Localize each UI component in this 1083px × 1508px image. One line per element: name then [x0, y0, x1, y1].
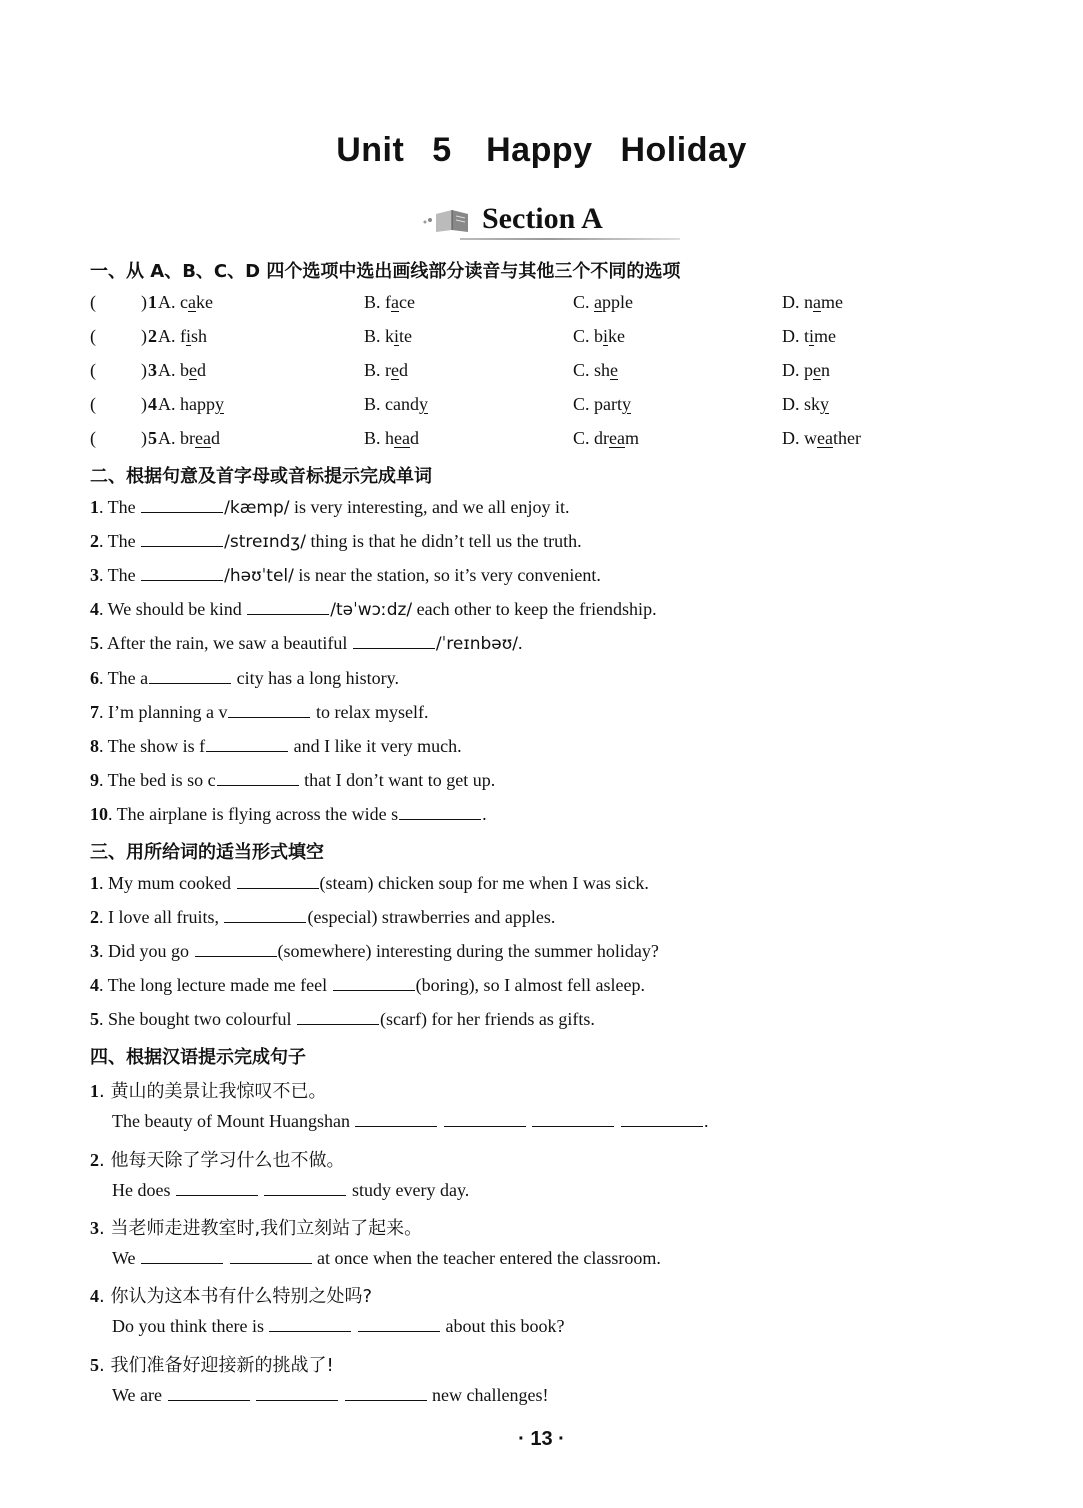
- phonetic-hint: /kæmp/: [224, 498, 290, 518]
- question-number: 2: [90, 907, 99, 927]
- chinese-text: . 你认为这本书有什么特别之处吗?: [99, 1286, 372, 1307]
- underlined-letters: e: [391, 360, 399, 380]
- answer-blank[interactable]: [358, 1317, 440, 1332]
- mc-question-row: [90, 428, 990, 452]
- question-number: 7: [90, 702, 99, 722]
- fill-in-question: [90, 804, 487, 825]
- question-text: that I don’t want to get up.: [299, 770, 496, 790]
- option-text: ther: [832, 428, 861, 448]
- answer-blank[interactable]: [195, 942, 277, 957]
- sentence-text: about this book?: [440, 1316, 565, 1336]
- underlined-letters: ea: [609, 428, 625, 448]
- option-c[interactable]: [573, 394, 631, 415]
- question-text: and I like it very much.: [289, 736, 462, 756]
- option-d[interactable]: [782, 292, 843, 313]
- option-b[interactable]: [364, 360, 408, 381]
- answer-blank[interactable]: [141, 498, 223, 513]
- option-text: D. sk: [782, 394, 821, 414]
- underlined-letters: y: [820, 394, 830, 414]
- section-underline: [460, 238, 680, 240]
- word-form-question: [90, 873, 649, 894]
- answer-blank[interactable]: [224, 908, 306, 923]
- underlined-letters: e: [189, 360, 197, 380]
- question-text: city has a long history.: [232, 668, 399, 688]
- mc-question-row: [90, 394, 990, 418]
- option-d[interactable]: [782, 394, 829, 415]
- question-text: . We should be kind: [99, 599, 247, 619]
- chinese-prompt: [90, 1282, 372, 1308]
- answer-blank[interactable]: [237, 874, 319, 889]
- question-text: is near the station, so it’s very convenient.: [293, 565, 601, 585]
- answer-blank[interactable]: [217, 771, 299, 786]
- question-text: . My mum cooked: [99, 873, 236, 893]
- question-text: .: [517, 633, 523, 653]
- option-text: te: [399, 326, 413, 346]
- question-text: (scarf) for her friends as gifts.: [379, 1009, 595, 1029]
- answer-blank[interactable]: [333, 976, 415, 991]
- option-text: D. w: [782, 428, 817, 448]
- answer-blank[interactable]: [247, 600, 329, 615]
- option-b[interactable]: [364, 292, 415, 313]
- underlined-letters: a: [813, 292, 821, 312]
- option-text: C.: [573, 292, 595, 312]
- page-number: · 13 ·: [518, 1428, 565, 1450]
- underlined-letters: i: [186, 326, 192, 346]
- underlined-letters: i: [809, 326, 815, 346]
- question-number: 5: [90, 633, 99, 653]
- question-number: 3: [148, 360, 157, 380]
- question-text: . The show is f: [99, 736, 206, 756]
- answer-blank[interactable]: [230, 1249, 312, 1264]
- answer-bracket[interactable]: ( ): [90, 360, 147, 380]
- option-text: d: [399, 360, 408, 380]
- option-text: d: [197, 360, 206, 380]
- question-text: . The: [99, 565, 141, 585]
- chinese-text: . 当老师走进教室时,我们立刻站了起来。: [99, 1218, 423, 1239]
- option-c[interactable]: [573, 326, 625, 347]
- question-text: (especial) strawberries and apples.: [307, 907, 556, 927]
- answer-blank[interactable]: [353, 634, 435, 649]
- option-text: A. f: [158, 326, 186, 346]
- chinese-prompt: [90, 1146, 344, 1172]
- option-text: me: [814, 326, 837, 346]
- fill-in-question: [90, 633, 522, 654]
- option-text: A. b: [158, 360, 189, 380]
- question-number: 1: [148, 292, 157, 312]
- question-number: 5: [90, 1355, 99, 1375]
- sentence-text: .: [703, 1111, 709, 1131]
- question-number: 4: [90, 975, 99, 995]
- underlined-letters: ea: [195, 428, 211, 448]
- option-text: ke: [608, 326, 626, 346]
- question-number: 9: [90, 770, 99, 790]
- option-text: D. t: [782, 326, 809, 346]
- fill-in-question: [90, 736, 462, 757]
- word-form-question: [90, 941, 659, 962]
- english-sentence: [112, 1248, 661, 1269]
- question-number: 4: [90, 1286, 99, 1306]
- word-form-question: [90, 907, 555, 928]
- mc-question-row: [90, 326, 990, 350]
- question-number: 4: [148, 394, 157, 414]
- answer-blank[interactable]: [206, 737, 288, 752]
- question-number: 3: [90, 941, 99, 961]
- question-number: 1: [90, 873, 99, 893]
- option-text: C. dr: [573, 428, 609, 448]
- question-number: 8: [90, 736, 99, 756]
- section-header: [420, 200, 670, 244]
- english-sentence: [112, 1111, 708, 1132]
- answer-blank[interactable]: [141, 566, 223, 581]
- option-text: d: [410, 428, 419, 448]
- answer-bracket[interactable]: ( ): [90, 394, 147, 414]
- question-number: 6: [90, 668, 99, 688]
- option-text: B. h: [364, 428, 395, 448]
- sentence-text: at once when the teacher entered the classroom.: [312, 1248, 661, 1268]
- option-text: ke: [196, 292, 213, 312]
- mc-question-row: [90, 292, 990, 316]
- question-number: 1: [90, 497, 99, 517]
- question-text: . I love all fruits,: [99, 907, 224, 927]
- phonetic-hint: /təˈwɔːdz/: [330, 600, 413, 620]
- underlined-letters: y: [622, 394, 631, 414]
- word-form-question: [90, 1009, 595, 1030]
- option-text: C. part: [573, 394, 622, 414]
- option-c[interactable]: [573, 292, 633, 313]
- question-number: 1: [90, 1081, 99, 1101]
- sentence-text: He does: [112, 1180, 175, 1200]
- question-text: . The: [99, 531, 141, 551]
- sentence-text: We: [112, 1248, 141, 1268]
- question-text: (somewhere) interesting during the summer holiday?: [277, 941, 659, 961]
- question-text: . The a: [99, 668, 149, 688]
- fill-in-question: [90, 770, 495, 791]
- answer-blank[interactable]: [345, 1386, 427, 1401]
- underlined-letters: a: [391, 292, 399, 312]
- chinese-prompt: [90, 1077, 326, 1103]
- underlined-letters: e: [813, 360, 821, 380]
- option-text: me: [821, 292, 843, 312]
- answer-bracket[interactable]: ( ): [90, 428, 147, 448]
- question-text: . I’m planning a v: [99, 702, 228, 722]
- answer-blank[interactable]: [168, 1386, 250, 1401]
- answer-blank[interactable]: [444, 1112, 526, 1127]
- option-b[interactable]: [364, 394, 428, 415]
- underlined-letters: y: [418, 394, 428, 414]
- underlined-letters: y: [215, 394, 224, 414]
- question-text: to relax myself.: [311, 702, 429, 722]
- option-text: C. b: [573, 326, 604, 346]
- answer-blank[interactable]: [256, 1386, 338, 1401]
- question-text: is very interesting, and we all enjoy it.: [289, 497, 570, 517]
- answer-blank[interactable]: [264, 1181, 346, 1196]
- chinese-prompt: [90, 1351, 334, 1377]
- fill-in-question: [90, 702, 428, 723]
- question-text: . She bought two colourful: [99, 1009, 296, 1029]
- question-number: 2: [90, 531, 99, 551]
- fill-in-question: [90, 668, 399, 689]
- option-text: D. p: [782, 360, 813, 380]
- sentence-text: We are: [112, 1385, 167, 1405]
- underlined-letters: ea: [394, 428, 410, 448]
- question-text: . The long lecture made me feel: [99, 975, 332, 995]
- question-number: 10: [90, 804, 108, 824]
- option-d[interactable]: [782, 428, 861, 449]
- answer-blank[interactable]: [297, 1010, 379, 1025]
- phonetic-hint: /ˈreɪnbəʊ/: [435, 634, 518, 654]
- underlined-letters: i: [603, 326, 609, 346]
- book-icon: [422, 208, 470, 234]
- mc-question-row: [90, 360, 990, 384]
- chinese-text: . 我们准备好迎接新的挑战了!: [99, 1355, 334, 1376]
- option-text: A. br: [158, 428, 195, 448]
- answer-bracket[interactable]: ( ): [90, 326, 147, 346]
- question-text: . The airplane is flying across the wide s: [108, 804, 399, 824]
- option-text: m: [624, 428, 639, 448]
- fill-in-question: [90, 531, 582, 552]
- option-text: D. n: [782, 292, 813, 312]
- question-text: thing is that he didn’t tell us the truth.: [305, 531, 582, 551]
- option-text: A. happ: [158, 394, 215, 414]
- question-number: 3: [90, 565, 99, 585]
- question-text: . The bed is so c: [99, 770, 216, 790]
- option-text: n: [821, 360, 830, 380]
- option-text: C. sh: [573, 360, 611, 380]
- fill-in-question: [90, 497, 569, 518]
- english-sentence: [112, 1385, 548, 1406]
- question-number: 2: [148, 326, 157, 346]
- option-b[interactable]: [364, 428, 419, 449]
- option-text: B. cand: [364, 394, 419, 414]
- option-a[interactable]: [158, 394, 224, 415]
- question-number: 5: [148, 428, 157, 448]
- underlined-letters: a: [594, 292, 603, 312]
- chinese-text: . 黄山的美景让我惊叹不已。: [99, 1081, 327, 1102]
- part3-heading: 三、用所给词的适当形式填空: [90, 842, 324, 863]
- answer-blank[interactable]: [176, 1181, 258, 1196]
- option-d[interactable]: [782, 360, 830, 381]
- chinese-text: . 他每天除了学习什么也不做。: [99, 1150, 345, 1171]
- answer-blank[interactable]: [532, 1112, 614, 1127]
- option-a[interactable]: [158, 428, 220, 449]
- unit-title: Unit 5 Happy Holiday: [336, 131, 747, 169]
- section-title: Section A: [482, 202, 603, 235]
- part1-heading: 一、从 A、B、C、D 四个选项中选出画线部分读音与其他三个不同的选项: [90, 261, 681, 282]
- english-sentence: [112, 1316, 564, 1337]
- fill-in-question: [90, 599, 657, 620]
- option-a[interactable]: [158, 292, 213, 313]
- phonetic-hint: /həʊˈtel/: [224, 566, 294, 586]
- underlined-letters: a: [188, 292, 196, 312]
- sentence-text: new challenges!: [427, 1385, 549, 1405]
- question-number: 5: [90, 1009, 99, 1029]
- option-text: B. f: [364, 292, 391, 312]
- question-text: (boring), so I almost fell asleep.: [415, 975, 646, 995]
- part2-heading: 二、根据句意及首字母或音标提示完成单词: [90, 466, 432, 487]
- phonetic-hint: /streɪndʒ/: [224, 532, 306, 552]
- option-b[interactable]: [364, 326, 412, 347]
- option-text: A. c: [158, 292, 188, 312]
- answer-blank[interactable]: [228, 703, 310, 718]
- fill-in-question: [90, 565, 601, 586]
- question-text: . The: [99, 497, 141, 517]
- option-text: d: [210, 428, 220, 448]
- question-text: .: [482, 804, 487, 824]
- option-c[interactable]: [573, 428, 639, 449]
- question-number: 4: [90, 599, 99, 619]
- option-text: B. k: [364, 326, 395, 346]
- underlined-letters: e: [610, 360, 619, 380]
- answer-bracket[interactable]: ( ): [90, 292, 147, 312]
- option-d[interactable]: [782, 326, 836, 347]
- word-form-question: [90, 975, 645, 996]
- underlined-letters: ea: [817, 428, 833, 448]
- option-c[interactable]: [573, 360, 618, 381]
- answer-blank[interactable]: [149, 669, 231, 684]
- question-text: (steam) chicken soup for me when I was sick.: [319, 873, 649, 893]
- sentence-text: The beauty of Mount Huangshan: [112, 1111, 355, 1131]
- underlined-letters: i: [394, 326, 400, 346]
- option-text: B. r: [364, 360, 391, 380]
- question-number: 3: [90, 1218, 99, 1238]
- question-text: each other to keep the friendship.: [412, 599, 657, 619]
- question-number: 2: [90, 1150, 99, 1170]
- option-text: pple: [602, 292, 634, 312]
- option-text: ce: [399, 292, 415, 312]
- answer-blank[interactable]: [269, 1317, 351, 1332]
- answer-blank[interactable]: [621, 1112, 703, 1127]
- part4-heading: 四、根据汉语提示完成句子: [90, 1047, 306, 1068]
- option-a[interactable]: [158, 326, 207, 347]
- answer-blank[interactable]: [399, 805, 481, 820]
- question-text: . After the rain, we saw a beautiful: [99, 633, 352, 653]
- answer-blank[interactable]: [355, 1112, 437, 1127]
- option-text: sh: [191, 326, 208, 346]
- sentence-text: Do you think there is: [112, 1316, 269, 1336]
- question-text: . Did you go: [99, 941, 194, 961]
- sentence-text: study every day.: [347, 1180, 470, 1200]
- english-sentence: [112, 1180, 469, 1201]
- option-a[interactable]: [158, 360, 206, 381]
- answer-blank[interactable]: [141, 1249, 223, 1264]
- chinese-prompt: [90, 1214, 422, 1240]
- answer-blank[interactable]: [141, 532, 223, 547]
